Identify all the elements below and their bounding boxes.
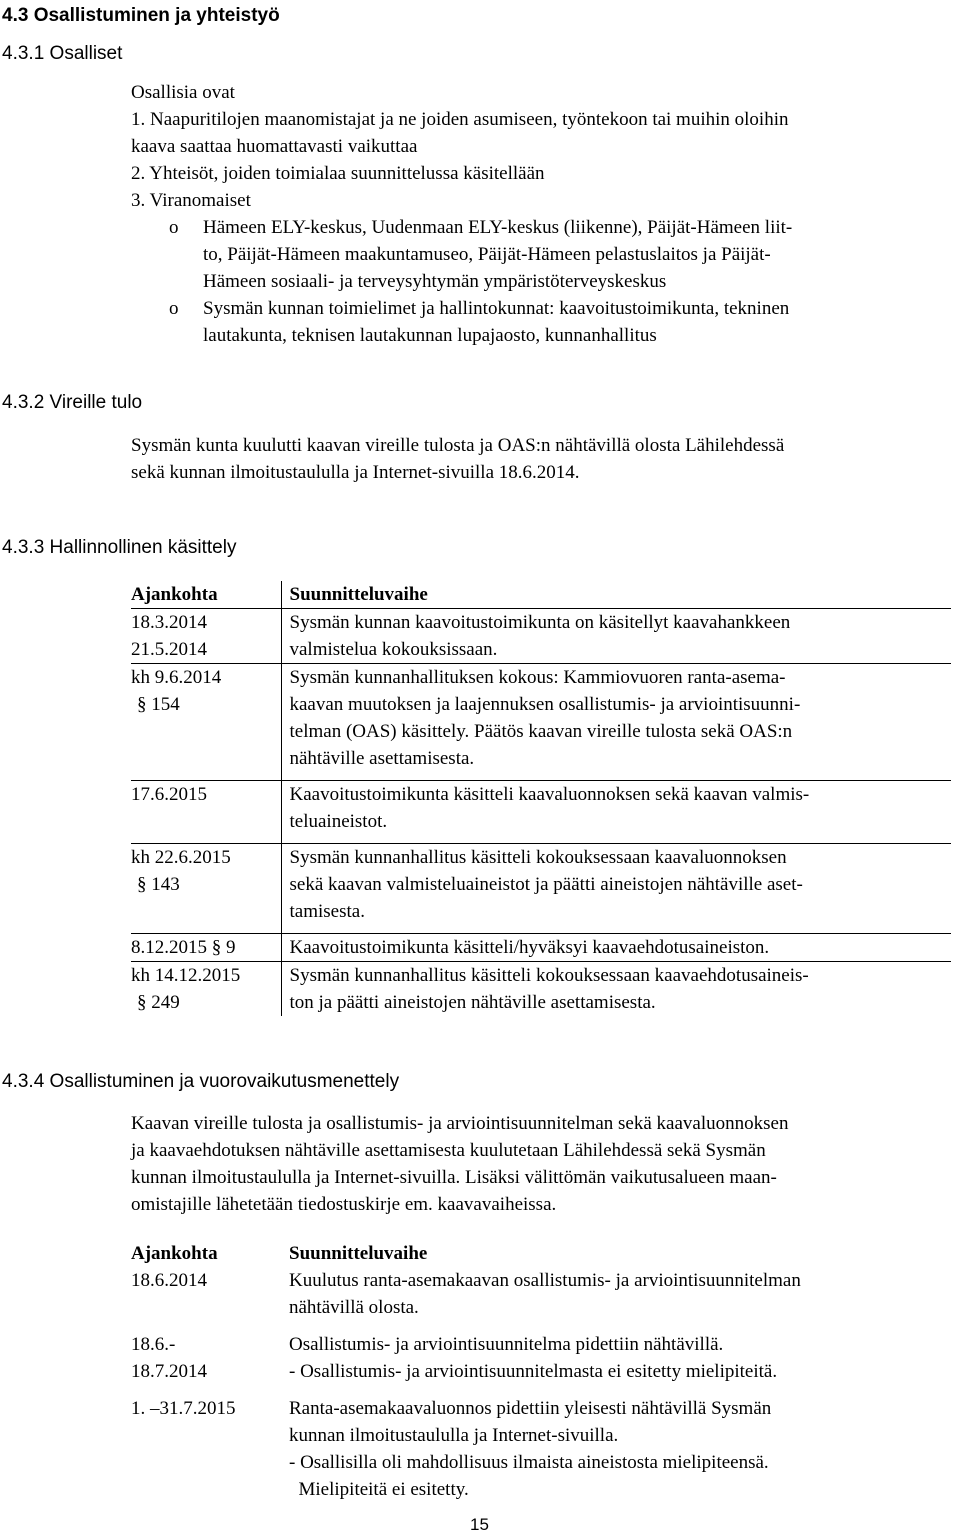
vuorovaikutus-table	[131, 1240, 951, 1503]
bullet-marker: o	[169, 217, 179, 238]
date-line: kh 14.12.2015	[131, 965, 241, 986]
phase-line: kunnan ilmoitustaululla ja Internet-sivuilla.	[289, 1425, 619, 1446]
phase-line: - Osallisilla oli mahdollisuus ilmaista aineistosta mielipiteensä.	[289, 1452, 769, 1473]
phase-line: Ranta-asemakaavaluonnos pidettiin yleisesti nähtävillä Sysmän	[289, 1398, 772, 1419]
table-header-row	[131, 581, 951, 609]
osalliset-intro: Osallisia ovat	[131, 82, 235, 103]
date-line: § 143	[137, 874, 180, 895]
date-line: 8.12.2015 § 9	[131, 937, 236, 958]
table-row	[131, 1267, 951, 1331]
phase-line: teluaineistot.	[289, 811, 388, 832]
phase-line: tamisesta.	[289, 901, 365, 922]
bullet-line: lautakunta, teknisen lautakunnan lupajaosto, kunnanhallitus	[203, 325, 657, 346]
phase-cell	[281, 1331, 951, 1395]
hallinnollinen-kasittely-table	[131, 581, 951, 1016]
date-cell	[131, 609, 281, 664]
date-line: 18.7.2014	[131, 1361, 207, 1382]
bullet-line: to, Päijät-Hämeen maakuntamuseo, Päijät-Hämeen pelastuslaitos ja Päijät-	[203, 244, 771, 265]
phase-line: kaavan muutoksen ja laajennuksen osallistumis- ja arviointisuunni-	[289, 694, 801, 715]
bullet-line: Hämeen ELY-keskus, Uudenmaan ELY-keskus (liikenne), Päijät-Hämeen liit-	[203, 217, 793, 238]
phase-line: Osallistumis- ja arviointisuunnitelma pidettiin nähtävillä.	[289, 1334, 724, 1355]
phase-line: nähtäville asettamisesta.	[289, 748, 475, 769]
date-line: § 249	[137, 992, 180, 1013]
phase-cell	[281, 962, 951, 1017]
phase-cell	[281, 781, 951, 844]
date-cell	[131, 781, 281, 844]
table-row	[131, 1395, 951, 1503]
date-line: 17.6.2015	[131, 784, 207, 805]
phase-line: Sysmän kunnanhallituksen kokous: Kammiovuoren ranta-asema-	[289, 667, 786, 688]
subsection-title-osallistuminen: 4.3.4 Osallistuminen ja vuorovaikutusmenettely	[2, 1071, 400, 1092]
phase-line: Sysmän kunnanhallitus käsitteli kokouksessaan kaavaluonnoksen	[289, 847, 787, 868]
subsection-title-osalliset: 4.3.1 Osalliset	[2, 43, 123, 64]
paragraph-line: Kaavan vireille tulosta ja osallistumis- ja arviointisuunnitelman sekä kaavaluonnoksen	[131, 1113, 789, 1134]
bullet-item	[131, 295, 951, 349]
phase-cell	[281, 1267, 951, 1331]
bullet-item	[131, 214, 951, 295]
table-header-row	[131, 1240, 951, 1267]
subsection-title-hallinnollinen-kasittely: 4.3.3 Hallinnollinen käsittely	[2, 537, 237, 558]
bullet-marker: o	[169, 298, 179, 319]
date-line: 1. –31.7.2015	[131, 1398, 236, 1419]
date-cell	[131, 664, 281, 781]
table-header-cell: Ajankohta	[131, 1243, 218, 1264]
table-row	[131, 1331, 951, 1395]
phase-line: sekä kaavan valmisteluaineistot ja päätti aineistojen nähtäville aset-	[289, 874, 803, 895]
date-line: 18.3.2014	[131, 612, 207, 633]
paragraph-line: Sysmän kunta kuulutti kaavan vireille tulosta ja OAS:n nähtävillä olosta Lähilehdessä	[131, 435, 785, 456]
table-row	[131, 609, 951, 664]
table-header-cell: Suunnitteluvaihe	[289, 1243, 428, 1264]
phase-line: - Osallistumis- ja arviointisuunnitelmasta ei esitetty mielipiteitä.	[289, 1361, 778, 1382]
date-line: kh 22.6.2015	[131, 847, 231, 868]
date-line: 18.6.2014	[131, 1270, 207, 1291]
phase-line: Sysmän kunnanhallitus käsitteli kokouksessaan kaavaehdotusaineis-	[289, 965, 809, 986]
date-cell	[131, 1267, 281, 1331]
date-line: kh 9.6.2014	[131, 667, 222, 688]
osalliset-item: 1. Naapuritilojen maanomistajat ja ne joiden asumiseen, työntekoon tai muihin oloihin	[131, 109, 789, 130]
table-row	[131, 781, 951, 844]
date-cell	[131, 1331, 281, 1395]
phase-cell	[281, 844, 951, 934]
phase-line: valmistelua kokouksissaan.	[289, 639, 498, 660]
date-cell	[131, 962, 281, 1017]
date-cell	[131, 934, 281, 962]
date-cell	[131, 1395, 281, 1503]
vireille-tulo-paragraph	[131, 432, 784, 486]
phase-cell	[281, 664, 951, 781]
subsection-title-vireille-tulo: 4.3.2 Vireille tulo	[2, 392, 143, 413]
osalliset-item: 3. Viranomaiset	[131, 190, 251, 211]
paragraph-line: sekä kunnan ilmoitustaululla ja Internet-sivuilla 18.6.2014.	[131, 462, 580, 483]
table-header-cell: Ajankohta	[131, 581, 281, 609]
date-line: 21.5.2014	[131, 639, 207, 660]
page-number: 15	[470, 1515, 489, 1534]
date-line: § 154	[137, 694, 180, 715]
phase-line: nähtävillä olosta.	[289, 1297, 419, 1318]
osallistuminen-paragraph	[131, 1110, 788, 1218]
osalliset-item: kaava saattaa huomattavasti vaikuttaa	[131, 136, 418, 157]
bullet-line: Sysmän kunnan toimielimet ja hallintokunnat: kaavoitustoimikunta, tekninen	[203, 298, 790, 319]
paragraph-line: kunnan ilmoitustaululla ja Internet-sivuilla. Lisäksi välittömän vaikutusalueen maan-	[131, 1167, 777, 1188]
osalliset-item: 2. Yhteisöt, joiden toimialaa suunnittelussa käsitellään	[131, 163, 545, 184]
table-header-cell: Suunnitteluvaihe	[281, 581, 951, 609]
phase-line: Sysmän kunnan kaavoitustoimikunta on käsitellyt kaavahankkeen	[289, 612, 791, 633]
phase-line: Kaavoitustoimikunta käsitteli/hyväksyi kaavaehdotusaineiston.	[289, 937, 770, 958]
osalliset-list	[131, 79, 951, 349]
section-title: 4.3 Osallistuminen ja yhteistyö	[2, 5, 280, 26]
table-row	[131, 664, 951, 781]
paragraph-line: ja kaavaehdotuksen nähtäville asettamisesta kuulutetaan Lähilehdessä sekä Sysmän	[131, 1140, 766, 1161]
phase-line: Kaavoitustoimikunta käsitteli kaavaluonnoksen sekä kaavan valmis-	[289, 784, 810, 805]
phase-line: ton ja päätti aineistojen nähtäville asettamisesta.	[289, 992, 656, 1013]
phase-line: Kuulutus ranta-asemakaavan osallistumis- ja arviointisuunnitelman	[289, 1270, 801, 1291]
phase-cell	[281, 934, 951, 962]
phase-line: telman (OAS) käsittely. Päätös kaavan vireille tulosta sekä OAS:n	[289, 721, 793, 742]
table-row	[131, 934, 951, 962]
date-cell	[131, 844, 281, 934]
phase-cell	[281, 609, 951, 664]
paragraph-line: omistajille lähetetään tiedostuskirje em. kaavavaiheissa.	[131, 1194, 557, 1215]
bullet-line: Hämeen sosiaali- ja terveysyhtymän ympäristöterveyskeskus	[203, 271, 667, 292]
table-row	[131, 844, 951, 934]
date-line: 18.6.-	[131, 1334, 176, 1355]
table-row	[131, 962, 951, 1017]
phase-line: Mielipiteitä ei esitetty.	[289, 1479, 469, 1500]
phase-cell	[281, 1395, 951, 1503]
